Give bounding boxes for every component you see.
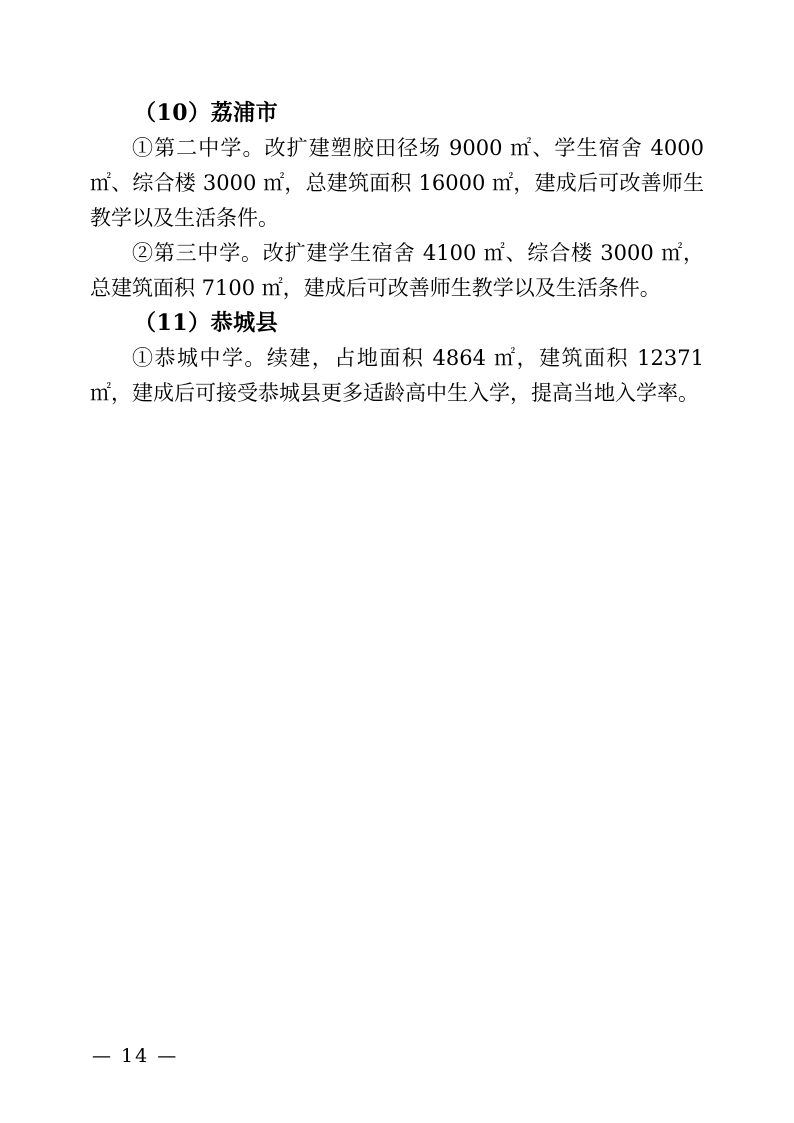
page-number: — 14 — xyxy=(92,1045,179,1067)
paragraph-gongcheng-school: ①恭城中学。续建，占地面积 4864 ㎡，建筑面积 12371 ㎡，建成后可接受恭城县更多适龄高中生入学，提高当地入学率。 xyxy=(90,346,704,405)
section-heading-lipu: （10）荔浦市 xyxy=(134,100,279,126)
paragraph-lipu-no2-school: ①第二中学。改扩建塑胶田径场 9000 ㎡、学生宿舍 4000 ㎡、综合楼 3000 ㎡，总建筑面积 16000 ㎡，建成后可改善师生教学以及生活条件。 xyxy=(90,136,704,230)
paragraph-lipu-no3-school: ②第三中学。改扩建学生宿舍 4100 ㎡、综合楼 3000 ㎡，总建筑面积 7100 ㎡，建成后可改善师生教学以及生活条件。 xyxy=(90,241,704,300)
document-body xyxy=(90,96,704,411)
section-heading-gongcheng: （11）恭城县 xyxy=(134,310,279,336)
